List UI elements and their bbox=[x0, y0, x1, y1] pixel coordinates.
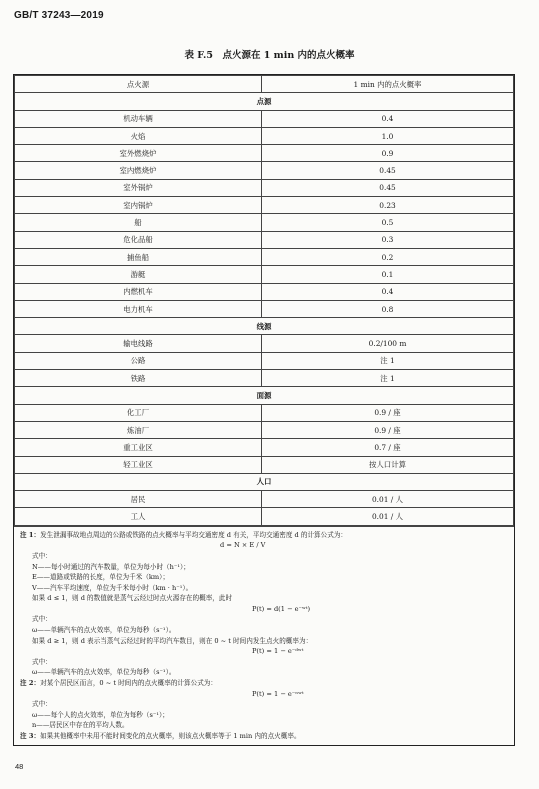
note-text: 如果 d ≥ 1，则 d 表示当蒸气云经过时的平均汽车数目，则在 0 ~ t 时间内发生点火的概率为： bbox=[32, 636, 313, 645]
table-row bbox=[15, 283, 514, 300]
standard-code: GB/T 37243—2019 bbox=[14, 10, 104, 21]
table-row bbox=[15, 335, 514, 352]
ignition-source-cell: 捕鱼船 bbox=[15, 248, 262, 265]
probability-cell: 0.1 bbox=[262, 266, 514, 283]
note-line bbox=[20, 731, 508, 742]
probability-cell: 0.23 bbox=[262, 197, 514, 214]
note-text: P(t) = 1 − e⁻ⁿʷᵗ bbox=[252, 689, 304, 698]
ignition-source-cell: 内燃机车 bbox=[15, 283, 262, 300]
probability-cell: 0.9 / 座 bbox=[262, 421, 514, 438]
column-header-probability: 1 min 内的点火概率 bbox=[262, 76, 514, 93]
note-text: n——居民区中存在的平均人数。 bbox=[32, 721, 129, 730]
ignition-source-cell: 公路 bbox=[15, 352, 262, 369]
probability-cell: 0.2 bbox=[262, 248, 514, 265]
probability-cell: 1.0 bbox=[262, 127, 514, 144]
ignition-source-cell: 电力机车 bbox=[15, 300, 262, 317]
ignition-source-cell: 机动车辆 bbox=[15, 110, 262, 127]
note-line bbox=[20, 646, 508, 657]
note-line bbox=[20, 593, 508, 604]
ignition-source-cell: 工人 bbox=[15, 508, 262, 525]
note-line bbox=[20, 667, 508, 678]
note-text: 如果 d ≤ 1，则 d 的数值就是蒸气云经过时点火源存在的概率，此时 bbox=[32, 594, 233, 603]
note-line bbox=[20, 678, 508, 689]
table-row bbox=[15, 300, 514, 317]
probability-cell: 按人口计算 bbox=[262, 456, 514, 473]
ignition-source-cell: 输电线路 bbox=[15, 335, 262, 352]
ignition-source-cell: 室内锅炉 bbox=[15, 197, 262, 214]
ignition-source-cell: 船 bbox=[15, 214, 262, 231]
note-text: N——每小时通过的汽车数量，单位为每小时（h⁻¹）； bbox=[32, 562, 190, 571]
note-line bbox=[20, 614, 508, 625]
table-notes bbox=[14, 526, 514, 745]
ignition-source-cell: 轻工业区 bbox=[15, 456, 262, 473]
note-line bbox=[20, 657, 508, 668]
probability-cell: 0.8 bbox=[262, 300, 514, 317]
ignition-source-cell: 炼油厂 bbox=[15, 421, 262, 438]
section-row bbox=[15, 387, 514, 404]
table-row bbox=[15, 508, 514, 525]
probability-cell: 0.9 / 座 bbox=[262, 404, 514, 421]
section-heading: 面源 bbox=[15, 387, 514, 404]
probability-cell: 0.2/100 m bbox=[262, 335, 514, 352]
probability-cell: 0.4 bbox=[262, 283, 514, 300]
column-header-source: 点火源 bbox=[15, 76, 262, 93]
note-text: 式中： bbox=[32, 657, 52, 666]
note-text: 式中： bbox=[32, 615, 52, 624]
note-text: P(t) = d(1 − e⁻ʷᵗ) bbox=[252, 604, 311, 613]
ignition-source-cell: 火焰 bbox=[15, 127, 262, 144]
note-line bbox=[20, 583, 508, 594]
table-row bbox=[15, 179, 514, 196]
ignition-source-cell: 重工业区 bbox=[15, 439, 262, 456]
section-row bbox=[15, 318, 514, 335]
probability-cell: 0.01 / 人 bbox=[262, 508, 514, 525]
probability-cell: 0.4 bbox=[262, 110, 514, 127]
probability-cell: 0.45 bbox=[262, 162, 514, 179]
table-row bbox=[15, 404, 514, 421]
note-line bbox=[20, 636, 508, 647]
ignition-source-cell: 室外燃烧炉 bbox=[15, 145, 262, 162]
table-row bbox=[15, 370, 514, 387]
note-text: ω——单辆汽车的点火效率，单位为每秒（s⁻¹）。 bbox=[32, 668, 176, 677]
note-text: V——汽车平均速度，单位为千米每小时（km · h⁻¹）。 bbox=[32, 583, 193, 592]
note-text: 对某个居民区而言，0 ~ t 时间内的点火概率的计算公式为： bbox=[40, 679, 217, 688]
table-row bbox=[15, 248, 514, 265]
note-label: 注 1： bbox=[20, 530, 41, 539]
ignition-source-cell: 游艇 bbox=[15, 266, 262, 283]
ignition-source-cell: 危化品船 bbox=[15, 231, 262, 248]
section-row bbox=[15, 473, 514, 490]
ignition-source-cell: 居民 bbox=[15, 491, 262, 508]
probability-cell: 0.5 bbox=[262, 214, 514, 231]
table-row bbox=[15, 197, 514, 214]
note-text: d = N × E / V bbox=[220, 541, 266, 550]
ignition-source-cell: 化工厂 bbox=[15, 404, 262, 421]
ignition-source-cell: 铁路 bbox=[15, 370, 262, 387]
note-text: ω——每个人的点火效率，单位为每秒（s⁻¹）； bbox=[32, 710, 169, 719]
table-row bbox=[15, 491, 514, 508]
note-line bbox=[20, 572, 508, 583]
table-row bbox=[15, 162, 514, 179]
table-body bbox=[15, 76, 514, 526]
section-row bbox=[15, 93, 514, 110]
note-text: 如果其他概率中未用不能时间变化的点火概率，则该点火概率等于 1 min 内的点火概率。 bbox=[40, 732, 301, 740]
note-line bbox=[20, 530, 508, 541]
ignition-source-cell: 室内燃烧炉 bbox=[15, 162, 262, 179]
note-line bbox=[20, 699, 508, 710]
probability-cell: 0.9 bbox=[262, 145, 514, 162]
table-row bbox=[15, 214, 514, 231]
table-row bbox=[15, 145, 514, 162]
ignition-source-cell: 室外锅炉 bbox=[15, 179, 262, 196]
probability-cell: 0.01 / 人 bbox=[262, 491, 514, 508]
table-row bbox=[15, 127, 514, 144]
section-heading: 人口 bbox=[15, 473, 514, 490]
table-row bbox=[15, 266, 514, 283]
note-label: 注 2： bbox=[20, 679, 41, 688]
note-text: 式中： bbox=[32, 700, 52, 709]
note-line bbox=[20, 540, 508, 551]
note-line bbox=[20, 689, 508, 700]
table-row bbox=[15, 421, 514, 438]
table-row bbox=[15, 439, 514, 456]
note-line bbox=[20, 625, 508, 636]
note-text: E——道路或铁路的长度，单位为千米（km）； bbox=[32, 573, 170, 582]
probability-cell: 0.7 / 座 bbox=[262, 439, 514, 456]
table-row bbox=[15, 456, 514, 473]
table-row bbox=[15, 352, 514, 369]
note-line bbox=[20, 551, 508, 562]
note-line bbox=[20, 562, 508, 573]
note-line bbox=[20, 710, 508, 721]
note-text: P(t) = 1 − e⁻ᵈʷᵗ bbox=[252, 647, 304, 656]
note-text: ω——单辆汽车的点火效率，单位为每秒（s⁻¹）。 bbox=[32, 626, 176, 635]
table-row bbox=[15, 231, 514, 248]
note-text: 式中： bbox=[32, 551, 52, 560]
probability-cell: 0.45 bbox=[262, 179, 514, 196]
ignition-probability-table bbox=[13, 74, 515, 746]
probability-cell: 注 1 bbox=[262, 352, 514, 369]
probability-cell: 0.3 bbox=[262, 231, 514, 248]
table-title: 表 F.5 点火源在 1 min 内的点火概率 bbox=[184, 50, 355, 61]
note-text: 发生泄漏事故地点周边的公路或铁路的点火概率与平均交通密度 d 有关，平均交通密度 d 的计算公式为： bbox=[40, 530, 348, 539]
table-row bbox=[15, 110, 514, 127]
table-header-row bbox=[15, 76, 514, 93]
section-heading: 线源 bbox=[15, 318, 514, 335]
note-line bbox=[20, 604, 508, 615]
section-heading: 点源 bbox=[15, 93, 514, 110]
note-line bbox=[20, 720, 508, 731]
probability-cell: 注 1 bbox=[262, 370, 514, 387]
page-number: 48 bbox=[15, 762, 24, 771]
note-label: 注 3： bbox=[20, 732, 41, 740]
